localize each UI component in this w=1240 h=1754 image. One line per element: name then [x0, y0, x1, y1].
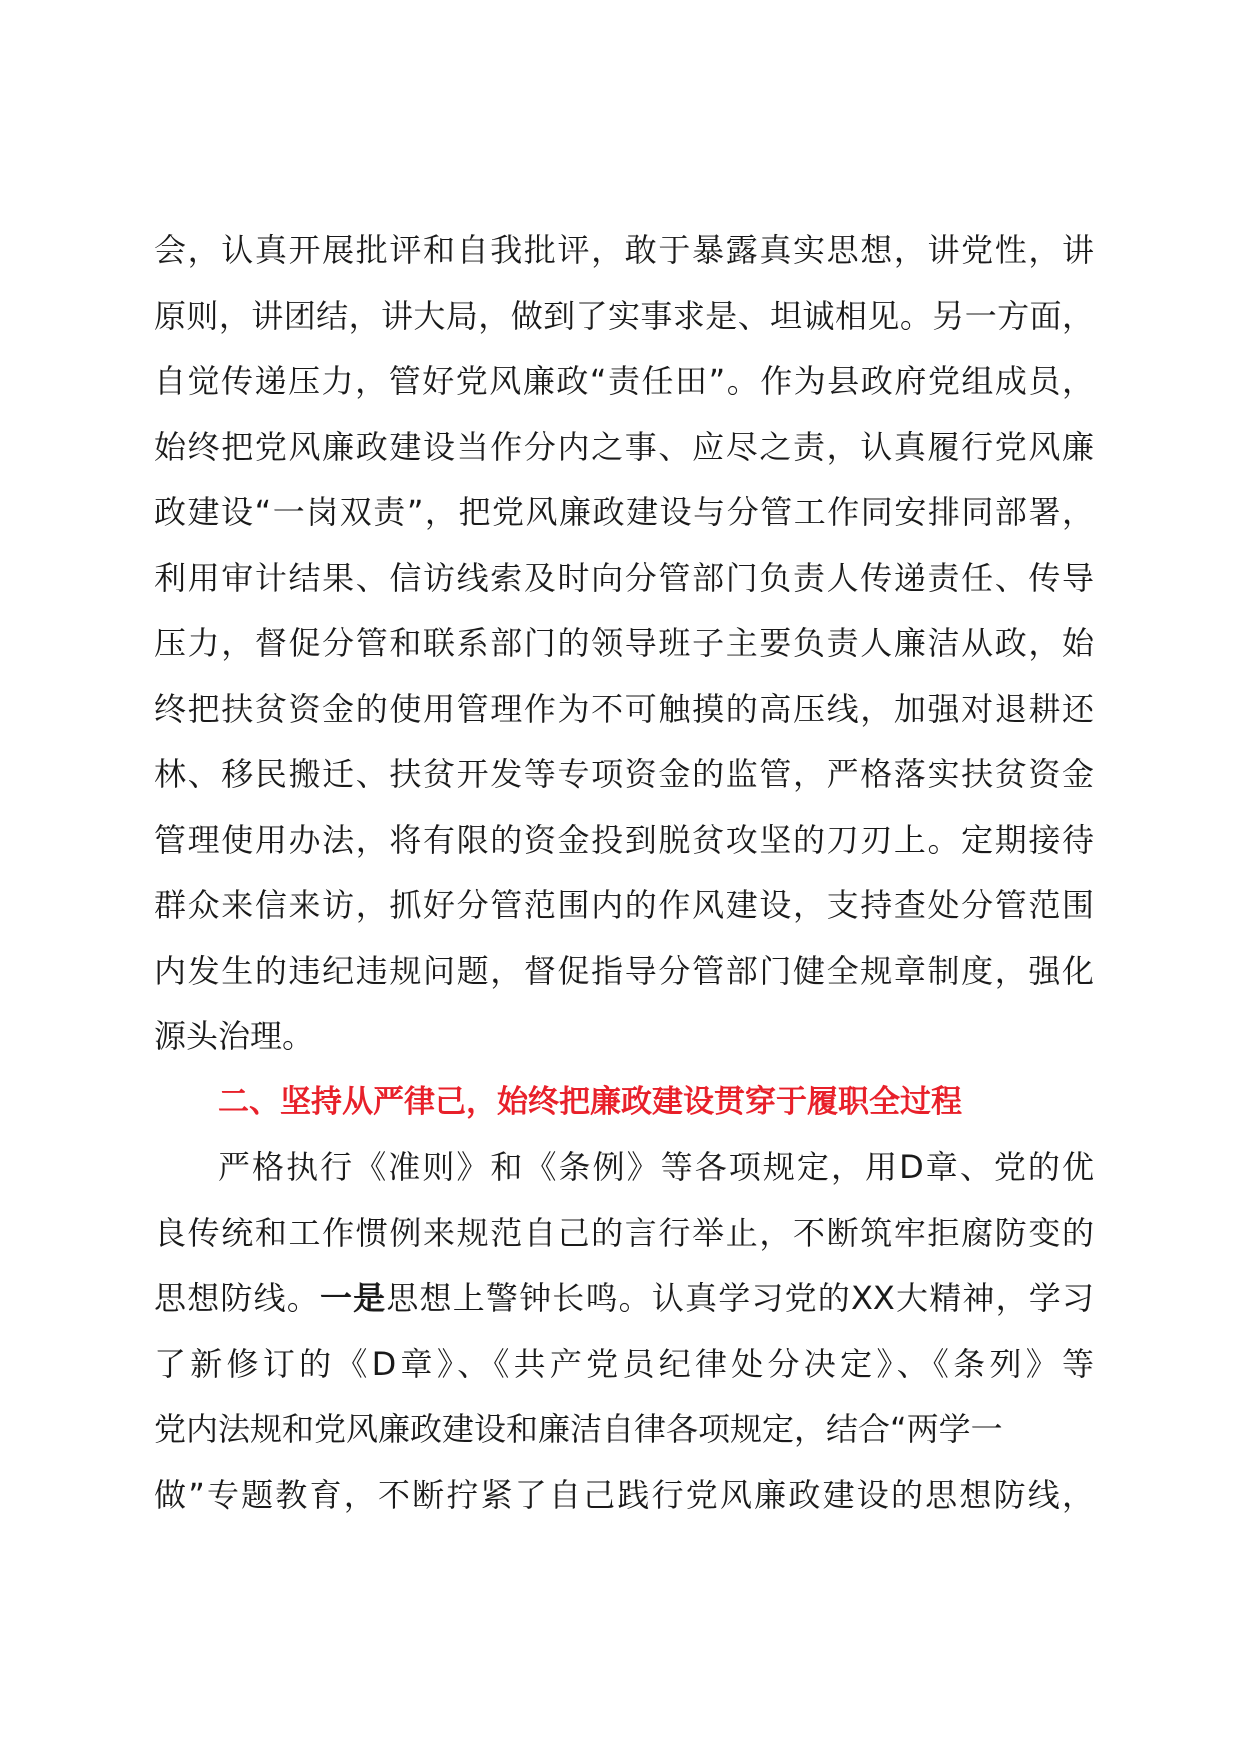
text-line: 利用审计结果、信访线索及时向分管部门负责人传递责任、传导 — [154, 558, 1094, 597]
text-line: 管理使用办法，将有限的资金投到脱贫攻坚的刀刃上。定期接待 — [154, 820, 1094, 859]
text-line: 政建设“一岗双责”，把党风廉政建设与分管工作同安排同部署， — [154, 493, 1094, 531]
paragraph-self-discipline — [154, 1135, 1094, 1528]
text-line: 良传统和工作惯例来规范自己的言行举止，不断筑牢拒腐防变的 — [154, 1213, 1094, 1252]
text-line: 始终把党风廉政建设当作分内之事、应尽之责，认真履行党风廉 — [154, 427, 1094, 466]
text-line: 做”专题教育，不断拧紧了自己践行党风廉政建设的思想防线， — [154, 1475, 1094, 1514]
text-line: 原则，讲团结，讲大局，做到了实事求是、坦诚相见。另一方面， — [154, 296, 1094, 335]
section-heading: 二、坚持从严律己，始终把廉政建设贯穿于履职全过程 — [218, 1083, 962, 1120]
text-line — [154, 1266, 1094, 1332]
text-run: 思想防线。 — [154, 1279, 320, 1317]
text-line: 群众来信来访，抓好分管范围内的作风建设，支持查处分管范围 — [154, 886, 1094, 924]
text-line: 林、移民搬迁、扶贫开发等专项资金的监管，严格落实扶贫资金 — [154, 755, 1094, 793]
text-line: 源头治理。 — [154, 1017, 315, 1055]
bold-lead-phrase: 一是 — [319, 1279, 387, 1317]
text-line: 严格执行《准则》和《条例》等各项规定，用D章、党的优 — [218, 1148, 1094, 1186]
text-line: 了新修订的《D章》、《共产党员纪律处分决定》、《条列》等 — [154, 1344, 1094, 1383]
text-line: 会，认真开展批评和自我批评，敢于暴露真实思想，讲党性，讲 — [154, 231, 1094, 269]
text-line: 党内法规和党风廉政建设和廉洁自律各项规定，结合“两学一 — [154, 1410, 1003, 1448]
text-line: 自觉传递压力，管好党风廉政“责任田”。作为县政府党组成员， — [154, 362, 1094, 400]
text-run: 思想上警钟长鸣。认真学习党的XX大精神，学习 — [386, 1279, 1094, 1317]
text-line: 压力，督促分管和联系部门的领导班子主要负责人廉洁从政，始 — [154, 624, 1094, 662]
text-line: 终把扶贫资金的使用管理作为不可触摸的高压线，加强对退耕还 — [154, 689, 1094, 728]
paragraph-duty-responsibility — [154, 218, 1094, 1070]
document-body — [154, 218, 1094, 1528]
text-line: 内发生的违纪违规问题，督促指导分管部门健全规章制度，强化 — [154, 951, 1094, 990]
